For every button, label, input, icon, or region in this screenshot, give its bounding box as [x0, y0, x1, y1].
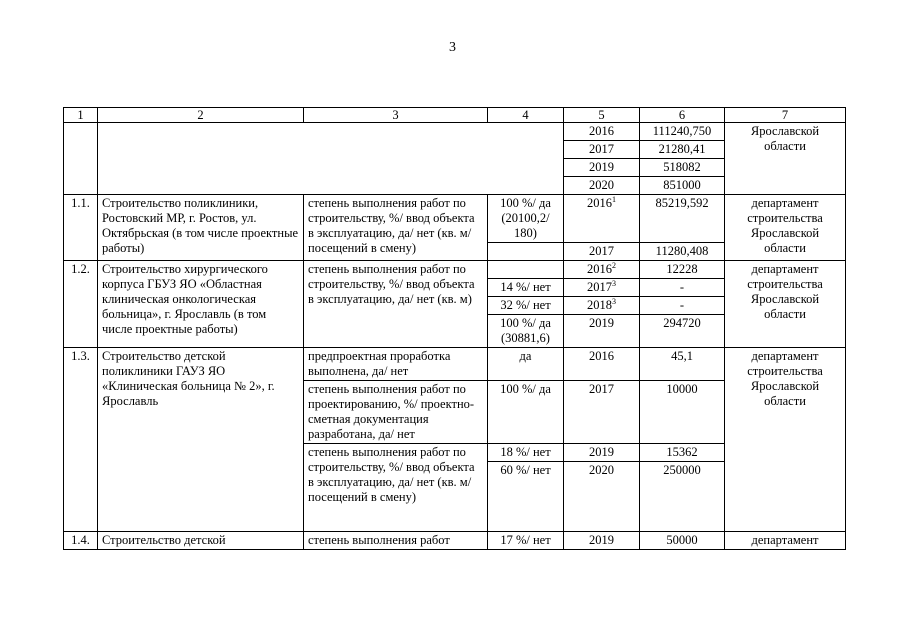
table-row — [64, 532, 846, 550]
target-cell: 60 %/ нет — [488, 462, 564, 532]
year-cell: 2020 — [564, 462, 640, 532]
footnote-mark: 1 — [612, 194, 616, 204]
empty-cell — [98, 123, 564, 195]
page-number: 3 — [449, 40, 456, 55]
amount-cell: 21280,41 — [640, 141, 725, 159]
indicator-cell: степень выполнения работ по строительству, %/ ввод объекта в эксплуатацию, да/ нет (кв. м/ посещений в смену) — [304, 444, 488, 532]
empty-cell — [64, 123, 98, 195]
indicator-cell: степень выполнения работ по строительству, %/ ввод объекта в эксплуатацию, да/ нет (кв. м/ посещений в смену) — [304, 195, 488, 261]
footnote-mark: 3 — [612, 278, 616, 288]
target-cell: 100 %/ да (20100,2/ 180) — [488, 195, 564, 243]
year-cell: 2019 — [564, 159, 640, 177]
indicator-cell: степень выполнения работ по проектированию, %/ проектно-сметная документация разработана, да/ нет — [304, 381, 488, 444]
amount-cell: 45,1 — [640, 348, 725, 381]
object-name: Строительство хирургического корпуса ГБУЗ ЯО «Областная клиническая онкологическая больница», г. Ярославль (в том числе проектные работы) — [98, 261, 304, 348]
amount-cell: 15362 — [640, 444, 725, 462]
item-number: 1.3. — [64, 348, 98, 532]
executor-cell: департамент строительства Ярославской области — [725, 261, 846, 348]
table-row — [64, 261, 846, 279]
year-cell: 2017 — [564, 243, 640, 261]
target-cell: 100 %/ да (30881,6) — [488, 315, 564, 348]
year-cell: 2019 — [564, 444, 640, 462]
year-cell: 2019 — [564, 532, 640, 550]
amount-cell: 518082 — [640, 159, 725, 177]
executor-cell: департамент — [725, 532, 846, 550]
footnote-mark: 2 — [612, 260, 616, 270]
item-number: 1.4. — [64, 532, 98, 550]
column-number-row — [64, 108, 846, 123]
year-cell: 2018$^3$ — [564, 297, 640, 315]
object-name: Строительство детской поликлиники ГАУЗ ЯО «Клиническая больница № 2», г. Ярославль — [98, 348, 304, 532]
column-number: 2 — [98, 108, 304, 123]
column-number: 5 — [564, 108, 640, 123]
column-number: 1 — [64, 108, 98, 123]
column-number: 3 — [304, 108, 488, 123]
target-cell: 14 %/ нет — [488, 279, 564, 297]
year-cell: 2016 — [564, 123, 640, 141]
amount-cell: 50000 — [640, 532, 725, 550]
year-cell: 2016 — [564, 348, 640, 381]
column-number: 7 — [725, 108, 846, 123]
table-row — [64, 195, 846, 243]
target-cell: 32 %/ нет — [488, 297, 564, 315]
program-table — [63, 107, 846, 550]
amount-cell: - — [640, 297, 725, 315]
executor-cell: Ярославской области — [725, 123, 846, 195]
executor-cell: департамент строительства Ярославской области — [725, 348, 846, 532]
column-number: 4 — [488, 108, 564, 123]
year-cell: 2020 — [564, 177, 640, 195]
target-cell: да — [488, 348, 564, 381]
target-cell: 18 %/ нет — [488, 444, 564, 462]
target-cell: 100 %/ да — [488, 381, 564, 444]
empty-cell — [488, 243, 564, 261]
column-number: 6 — [640, 108, 725, 123]
year-cell: 2017$^3$ — [564, 279, 640, 297]
item-number: 1.2. — [64, 261, 98, 348]
executor-cell: департамент строительства Ярославской области — [725, 195, 846, 261]
item-number: 1.1. — [64, 195, 98, 261]
target-cell — [488, 261, 564, 279]
amount-cell: 294720 — [640, 315, 725, 348]
indicator-cell: степень выполнения работ по строительству, %/ ввод объекта в эксплуатацию, да/ нет (кв. м) — [304, 261, 488, 348]
indicator-cell: степень выполнения работ — [304, 532, 488, 550]
amount-cell: 10000 — [640, 381, 725, 444]
year-cell: 2017 — [564, 381, 640, 444]
object-name: Строительство детской — [98, 532, 304, 550]
table-row — [64, 123, 846, 141]
year-cell: 2016$^1$ — [564, 195, 640, 243]
indicator-cell: предпроектная проработка выполнена, да/ нет — [304, 348, 488, 381]
target-cell: 17 %/ нет — [488, 532, 564, 550]
amount-cell: 851000 — [640, 177, 725, 195]
year-cell: 2017 — [564, 141, 640, 159]
year-cell: 2016$^2$ — [564, 261, 640, 279]
table-row — [64, 348, 846, 381]
year-cell: 2019 — [564, 315, 640, 348]
amount-cell: 11280,408 — [640, 243, 725, 261]
amount-cell: 250000 — [640, 462, 725, 532]
amount-cell: 111240,750 — [640, 123, 725, 141]
object-name: Строительство поликлиники, Ростовский МР, г. Ростов, ул. Октябрьская (в том числе проектные работы) — [98, 195, 304, 261]
footnote-mark: 3 — [612, 296, 616, 306]
amount-cell: - — [640, 279, 725, 297]
amount-cell: 12228 — [640, 261, 725, 279]
amount-cell: 85219,592 — [640, 195, 725, 243]
